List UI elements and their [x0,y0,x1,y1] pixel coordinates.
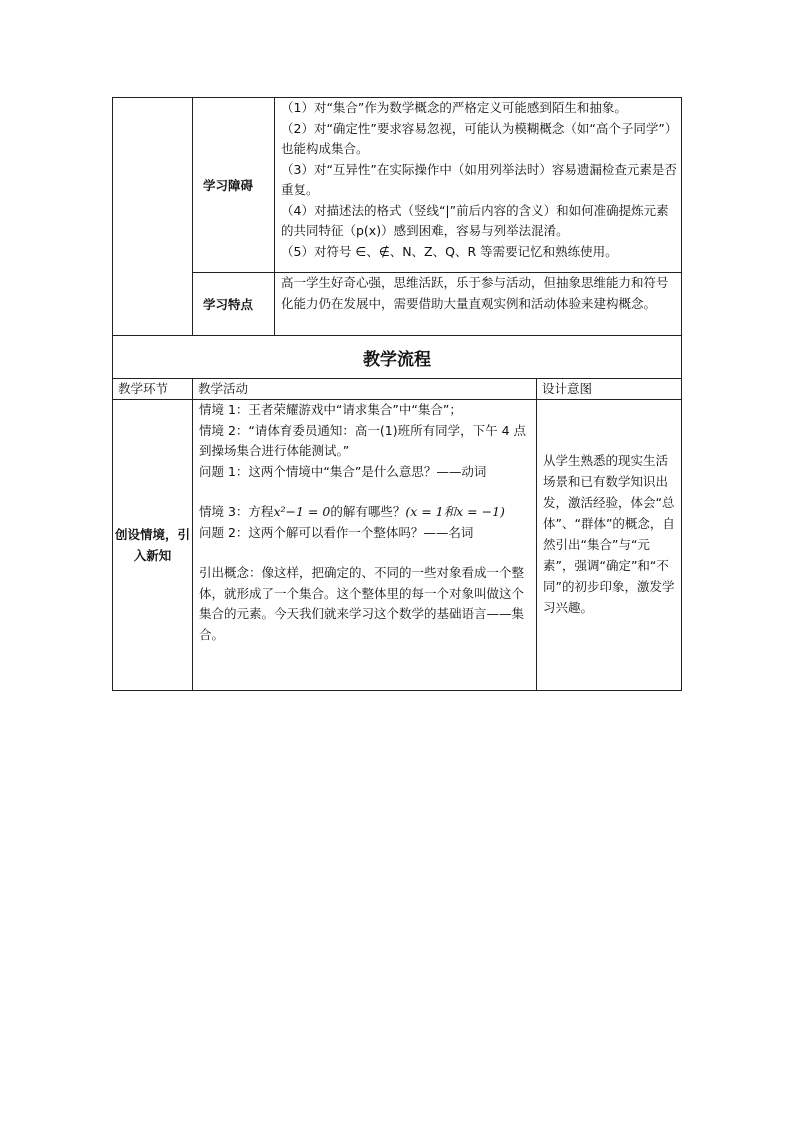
equation-answer: (x = 1和x = −1) [405,504,505,519]
header-intent: 设计意图 [537,379,682,400]
equation: x²−1 = 0 [273,504,331,519]
flow-header-row [113,379,682,400]
question-1: 问题 1：这两个情境中“集合”是什么意思？——动词 [199,463,487,479]
blank-left-cell [113,98,193,336]
traits-label: 学习特点 [193,273,275,336]
activity-content [193,400,537,691]
scenario-3-prefix: 情境 3：方程 [199,504,274,519]
obstacle-item: （1）对“集合”作为数学概念的严格定义可能感到陌生和抽象。 [281,100,627,115]
obstacles-label: 学习障碍 [193,98,275,273]
concept-intro: 引出概念：像这样，把确定的、不同的一些对象看成一个整体，就形成了一个集合。这个整体里的每一个对象叫做这个集合的元素。今天我们就来学习这个数学的基础语言——集合。 [199,565,525,642]
obstacle-item: （3）对“互异性”在实际操作中（如用列举法时）容易遗漏检查元素是否重复。 [281,161,677,197]
traits-row [113,273,682,336]
scenario-3-mid: 的解有哪些？ [330,504,406,519]
scenario-1: 情境 1：王者荣耀游戏中“请求集合”中“集合”； [199,402,462,417]
traits-content [275,273,682,336]
obstacles-content [275,98,682,273]
header-stage: 教学环节 [113,379,193,400]
design-intent: 从学生熟悉的现实生活场景和已有数学知识出发，激活经验，体会“总体”、“群体”的概念，自然引出“集合”与“元素”，强调“确定”和“不同”的初步印象，激发学习兴趣。 [537,400,682,691]
header-activity: 教学活动 [193,379,537,400]
scenario-2: 情境 2：“请体育委员通知：高一(1)班所有同学，下午 4 点到操场集合进行体能测试。” [199,422,527,458]
lesson-plan-table [112,97,682,691]
obstacle-item: （5）对符号 ∈、∉、N、Z、Q、R 等需要记忆和熟练使用。 [281,243,618,259]
question-2: 问题 2：这两个解可以看作一个整体吗？——名词 [199,524,474,540]
flow-title: 教学流程 [113,336,682,379]
flow-title-row [113,336,682,379]
lesson-plan-sheet [112,97,681,691]
scenario-3 [199,502,532,523]
stage-label: 创设情境，引入新知 [113,400,193,691]
flow-content-row [113,400,682,691]
obstacle-item: （4）对描述法的格式（竖线“|”前后内容的含义）和如何准确提炼元素的共同特征（p(x)）感到困难，容易与列举法混淆。 [281,202,669,238]
obstacles-row [113,98,682,273]
obstacle-item: （2）对“确定性”要求容易忽视，可能认为模糊概念（如“高个子同学”）也能构成集合。 [281,120,672,156]
traits-text: 高一学生好奇心强，思维活跃，乐于参与活动，但抽象思维能力和符号化能力仍在发展中，需要借助大量直观实例和活动体验来建构概念。 [281,275,669,311]
